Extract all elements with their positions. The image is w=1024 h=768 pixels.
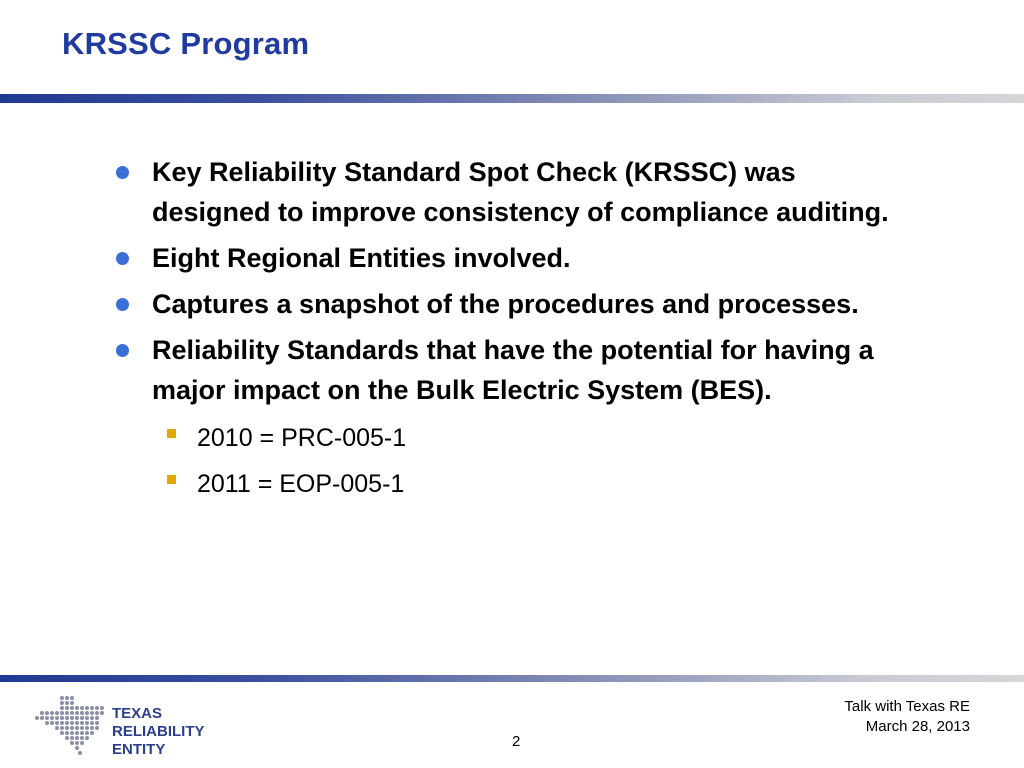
sub-bullet-text: 2010 = PRC-005-1: [197, 424, 407, 452]
slide-title: KRSSC Program: [62, 26, 310, 61]
bullet-text: Reliability Standards that have the potential for having a major impact on the Bulk Electric System (BES).: [152, 335, 874, 405]
bullet-dot-icon: [116, 252, 129, 265]
bullet-dot-icon: [116, 298, 129, 311]
footer-date: March 28, 2013: [865, 718, 970, 735]
bullet-item: [110, 330, 910, 410]
footer-info: [844, 697, 970, 737]
texas-map-dots-icon: [32, 690, 232, 760]
page-number: 2: [512, 733, 521, 750]
bullet-item: [110, 238, 910, 278]
bottom-divider: [0, 675, 1024, 682]
sub-bullet-item: [110, 416, 910, 460]
footer-event: Talk with Texas RE: [844, 698, 970, 715]
bullet-text: Eight Regional Entities involved.: [152, 243, 571, 273]
square-bullet-icon: [167, 475, 176, 484]
logo-line: RELIABILITY: [112, 723, 205, 740]
slide-body: [110, 152, 910, 506]
top-divider: [0, 94, 1024, 103]
bullet-text: Key Reliability Standard Spot Check (KRSSC) was designed to improve consistency of compliance auditing.: [152, 157, 889, 227]
square-bullet-icon: [167, 429, 176, 438]
bullet-dot-icon: [116, 166, 129, 179]
sub-bullet-text: 2011 = EOP-005-1: [197, 470, 405, 498]
logo-line: TEXAS: [112, 705, 163, 722]
logo-line: ENTITY: [112, 741, 166, 758]
bullet-item: [110, 152, 910, 232]
texas-reliability-entity-logo: [32, 690, 232, 760]
bullet-item: [110, 284, 910, 324]
bullet-text: Captures a snapshot of the procedures and processes.: [152, 289, 859, 319]
bullet-dot-icon: [116, 344, 129, 357]
sub-bullet-item: [110, 462, 910, 506]
